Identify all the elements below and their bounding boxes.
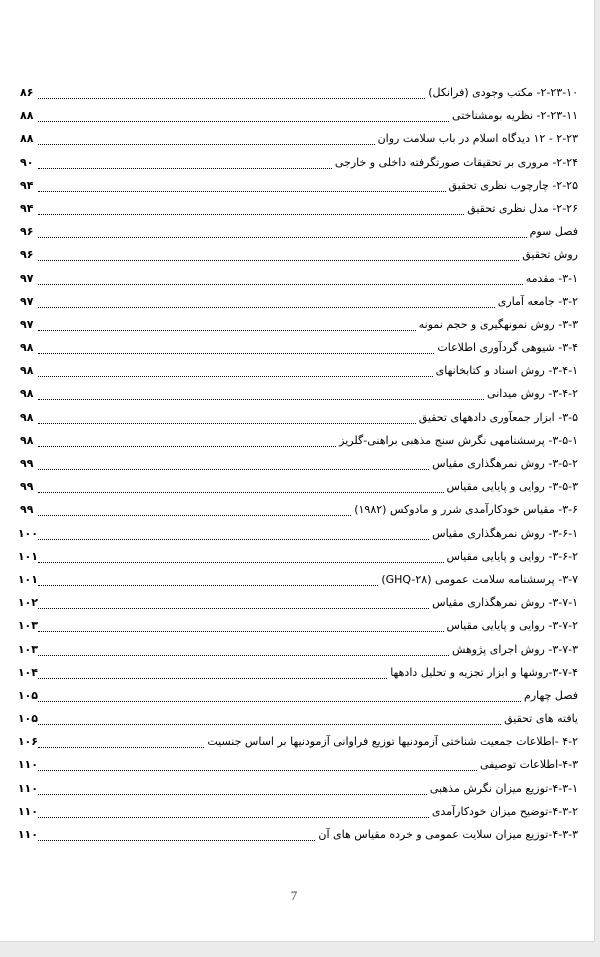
toc-entry-title: ۴-۳-۳-توزیع میزان سلایت عمومی و خرده مقیاس های آن	[318, 828, 578, 841]
toc-entry-title: ۴-۳-اطلاعات توصیفی	[479, 758, 578, 772]
toc-entry[interactable]	[20, 293, 578, 316]
dot-leader	[38, 226, 527, 238]
toc-entry-page-number: ۹۶	[20, 248, 34, 262]
toc-entry[interactable]	[20, 177, 578, 200]
toc-entry[interactable]	[17, 687, 578, 710]
toc-entry-page-number: ۹۹	[20, 457, 34, 470]
dot-leader	[38, 504, 351, 516]
toc-entry[interactable]	[20, 246, 578, 269]
dot-leader	[38, 829, 315, 841]
dot-leader	[38, 157, 332, 169]
dot-leader	[38, 133, 375, 145]
toc-entry-title: ۳-۶-۲- روایی و پایایی مقیاس	[446, 549, 578, 563]
toc-entry-title: ۳-۴-۱- روش اسناد و کتابخانهای	[435, 364, 578, 378]
toc-entry-title: ۲-۲۳ - ۱۲ دیدگاه اسلام در باب سلامت روان	[377, 132, 578, 146]
toc-entry-page-number: ۹۷	[20, 271, 34, 285]
toc-entry-title: ۲-۲۴- مروری بر تحقیقات صورتگرفته داخلی و خارجی	[334, 155, 578, 169]
dot-leader	[38, 713, 501, 725]
toc-entry[interactable]	[20, 154, 578, 177]
toc-entry-page-number: ۹۴	[20, 178, 34, 192]
toc-entry-page-number: ۱۰۶	[17, 735, 38, 749]
dot-leader	[38, 620, 444, 632]
toc-entry-title: ۲-۲۵- چارچوب نظری تحقیق	[448, 178, 578, 192]
toc-entry-title: ۳-۵-۳- روایی و پایایی مقیاس	[446, 480, 578, 494]
toc-entry-title: ۳-۷-۳- روش اجرای پژوهش	[451, 642, 578, 656]
toc-entry-page-number: ۹۷	[20, 294, 34, 308]
toc-entry-title: ۳-۳- روش نمونهگیری و حجم نمونه	[418, 317, 578, 331]
toc-entry[interactable]	[17, 803, 578, 826]
toc-entry[interactable]	[20, 107, 578, 130]
dot-leader	[38, 296, 495, 308]
toc-entry-page-number: ۹۸	[20, 433, 34, 447]
dot-leader	[38, 574, 378, 586]
toc-entry[interactable]	[17, 756, 578, 779]
toc-entry[interactable]	[20, 200, 578, 223]
dot-leader	[38, 365, 433, 377]
toc-entry[interactable]	[20, 362, 578, 385]
toc-entry-title: ۳-۵-۱- پرسشنامهی نگرش سنج مذهبی براهنی-گلریز	[339, 433, 578, 447]
dot-leader	[38, 528, 429, 540]
dot-leader	[38, 759, 477, 771]
toc-entry-title: ۳-۴-۲- روش میدانی	[487, 387, 578, 401]
toc-entry-page-number: ۱۰۵	[17, 688, 38, 702]
toc-entry-page-number: ۱۱۰	[17, 781, 38, 795]
toc-entry-title: ۳-۷-۱- روش نمرهگذاری مقیاس	[432, 596, 578, 610]
dot-leader	[38, 551, 444, 563]
dot-leader	[38, 249, 519, 261]
toc-entry-title: ۳-۲- جامعه آماری	[497, 294, 578, 308]
toc-entry-title: ۴-۳-۱-توزیع میزان نگرش مذهبی	[429, 781, 578, 795]
toc-entry[interactable]	[20, 223, 578, 246]
dot-leader	[38, 342, 434, 354]
toc-entry-title: فصل چهارم	[524, 688, 578, 702]
toc-entry-title: فصل سوم	[529, 225, 578, 239]
toc-entry[interactable]	[17, 826, 578, 849]
toc-entry-title: روش تحقیق	[522, 248, 578, 262]
table-of-contents	[17, 84, 578, 849]
toc-entry-title: ۳-۶- مقیاس خودکارآمدی شرر و مادوکس (۱۹۸۲)	[354, 503, 578, 517]
toc-entry[interactable]	[20, 432, 578, 455]
dot-leader	[38, 435, 336, 447]
toc-entry-page-number: ۹۸	[20, 410, 34, 424]
toc-entry-page-number: ۱۰۳	[17, 619, 38, 633]
toc-entry[interactable]	[17, 548, 578, 571]
toc-entry-page-number: ۸۸	[20, 132, 34, 146]
toc-entry-page-number: ۱۱۰	[17, 758, 38, 772]
dot-leader	[38, 783, 427, 795]
dot-leader	[38, 644, 449, 656]
toc-entry-page-number: ۹۰	[20, 155, 34, 169]
toc-entry-title: یافته های تحقیق	[504, 712, 578, 726]
dot-leader	[38, 806, 429, 818]
toc-entry-title: ۳-۵-۲- روش نمرهگذاری مقیاس	[432, 457, 578, 470]
dot-leader	[38, 110, 449, 122]
toc-entry[interactable]	[20, 455, 578, 478]
toc-entry[interactable]	[17, 571, 578, 594]
toc-entry-page-number: ۹۷	[20, 317, 34, 331]
toc-entry-page-number: ۱۰۵	[17, 712, 38, 726]
toc-entry-page-number: ۱۰۴	[17, 665, 38, 679]
toc-entry-page-number: ۹۸	[20, 364, 34, 378]
toc-entry[interactable]	[20, 478, 578, 501]
dot-leader	[38, 388, 484, 400]
toc-entry-page-number: ۹۶	[20, 225, 34, 239]
toc-entry-title: ۴-۲ -اطلاعات جمعیت شناختی آزمودنیها توزیع فراوانی آزمودنیها بر اساس جنسیت	[207, 735, 578, 749]
toc-entry[interactable]	[20, 270, 578, 293]
toc-entry-title: ۲-۲۳-۱۱- نظریه بومشناختی	[452, 109, 578, 123]
dot-leader	[38, 690, 521, 702]
toc-entry-page-number: ۹۸	[20, 341, 34, 355]
toc-entry-title: ۳-۴- شیوهی گردآوری اطلاعات	[437, 341, 578, 355]
toc-entry-page-number: ۹۴	[20, 201, 34, 215]
toc-entry-title: ۳-۵- ابزار جمعآوری دادههای تحقیق	[418, 410, 578, 424]
dot-leader	[38, 273, 523, 285]
toc-entry[interactable]	[17, 617, 578, 640]
dot-leader	[38, 667, 387, 679]
dot-leader	[38, 319, 416, 331]
toc-entry[interactable]	[20, 339, 578, 362]
toc-entry-title: ۲-۲۶- مدل نظری تحقیق	[467, 201, 578, 215]
toc-entry-page-number: ۱۰۱	[17, 549, 38, 563]
toc-entry-page-number: ۱۱۰	[17, 828, 38, 841]
toc-entry[interactable]	[20, 130, 578, 153]
toc-entry-page-number: ۸۸	[20, 109, 34, 123]
toc-entry[interactable]	[17, 733, 578, 756]
dot-leader	[38, 597, 429, 609]
toc-entry-title: ۳-۶-۱- روش نمرهگذاری مقیاس	[432, 526, 578, 540]
dot-leader	[38, 736, 204, 748]
toc-entry-title: ۳-۱- مقدمه	[525, 271, 578, 285]
toc-entry-title: ۳-۷- پرسشنامه سلامت عمومی (GHQ-۲۸)	[381, 572, 578, 586]
toc-entry[interactable]	[17, 641, 578, 664]
dot-leader	[38, 203, 464, 215]
toc-entry-page-number: ۱۰۳	[17, 642, 38, 656]
toc-entry-title: ۴-۳-۲-توضیح میزان خودکارآمدی	[431, 804, 578, 818]
toc-entry[interactable]	[17, 710, 578, 733]
toc-entry-page-number: ۱۰۲	[17, 596, 38, 610]
toc-entry-page-number: ۹۹	[20, 480, 34, 494]
toc-entry[interactable]	[17, 525, 578, 548]
toc-entry[interactable]	[17, 594, 578, 617]
toc-entry[interactable]	[20, 316, 578, 339]
toc-entry[interactable]	[20, 501, 578, 524]
toc-entry[interactable]	[17, 664, 578, 687]
dot-leader	[38, 412, 416, 424]
toc-entry-page-number: ۹۸	[20, 387, 34, 401]
toc-entry-title: ۳-۷-۲- روایی و پایایی مقیاس	[446, 619, 578, 633]
toc-entry[interactable]	[17, 780, 578, 803]
toc-entry[interactable]	[20, 385, 578, 408]
dot-leader	[38, 458, 429, 470]
toc-entry-page-number: ۱۱۰	[17, 804, 38, 818]
dot-leader	[38, 180, 446, 192]
toc-entry-title: ۲-۲۳-۱۰- مکتب وجودی (فرانکل)	[428, 86, 578, 99]
dot-leader	[38, 87, 425, 99]
toc-entry-page-number: ۱۰۱	[17, 572, 38, 586]
toc-entry-page-number: ۹۹	[20, 503, 34, 517]
page-number-footer: 7	[290, 888, 298, 903]
toc-entry-page-number: ۸۶	[20, 86, 34, 99]
dot-leader	[38, 481, 444, 493]
toc-entry-title: ۳-۷-۴-روشها و ابزار تجزیه و تحلیل دادهها	[390, 665, 578, 679]
toc-entry[interactable]	[20, 84, 578, 107]
toc-entry[interactable]	[20, 409, 578, 432]
toc-entry-page-number: ۱۰۰	[17, 526, 38, 540]
